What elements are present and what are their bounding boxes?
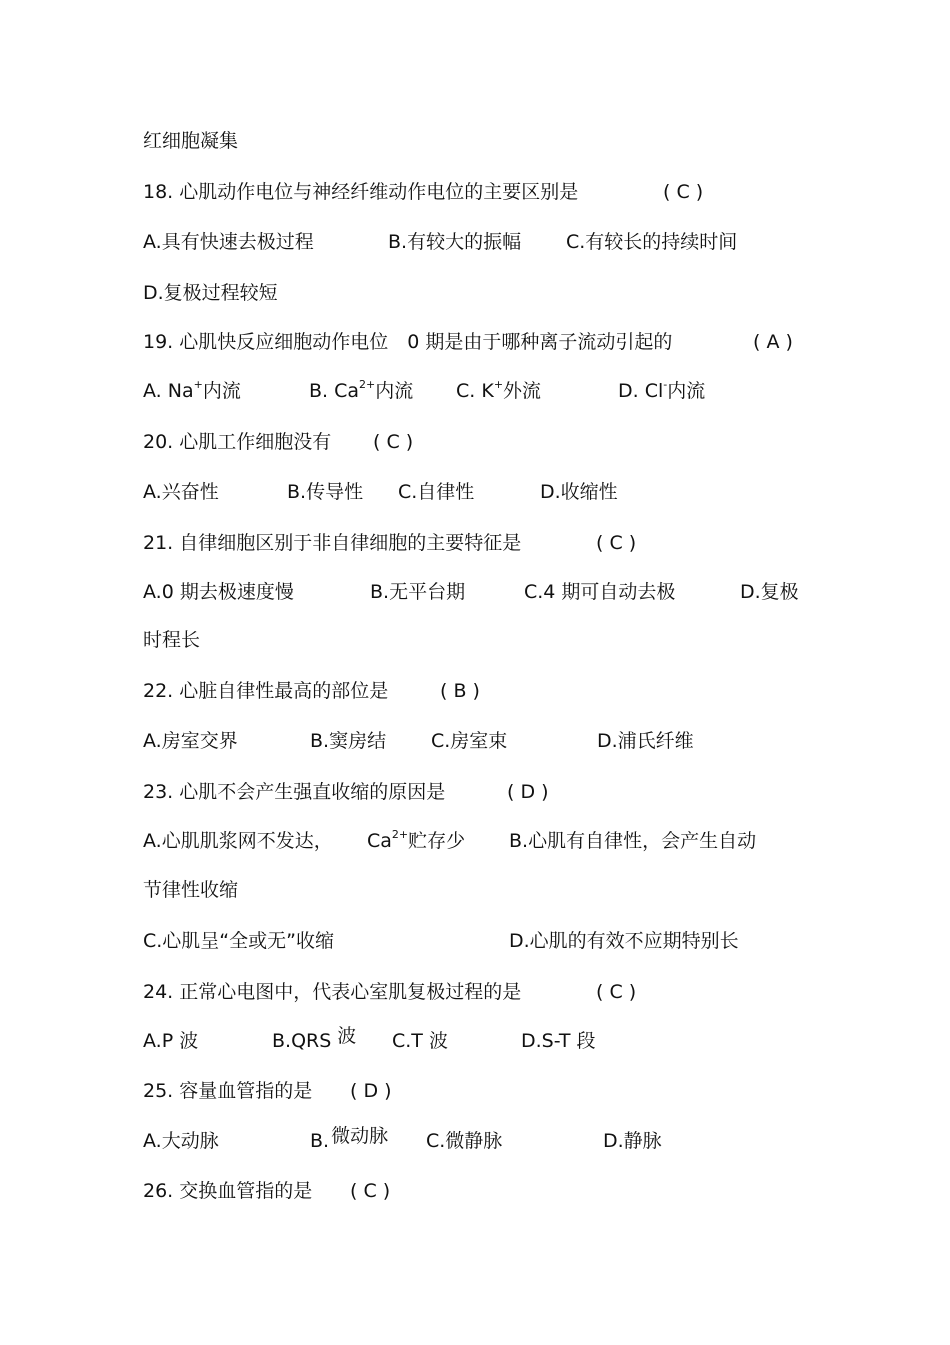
option-18-a: A.具有快速去极过程: [143, 231, 314, 253]
question-25: 25. 容量血管指的是: [143, 1080, 313, 1102]
option-18-d: D.复极过程较短: [143, 282, 278, 304]
answer-24: ( C ): [596, 981, 637, 1003]
option-20-a: A.兴奋性: [143, 481, 219, 503]
option-23-b: B.心肌有自律性，会产生自动: [509, 830, 757, 852]
option-21-d-continued: 时程长: [143, 629, 201, 651]
option-25-d: D.静脉: [603, 1130, 662, 1152]
option-19-a: A. Na+内流: [143, 378, 241, 402]
question-19: 19. 心肌快反应细胞动作电位 0 期是由于哪种离子流动引起的: [143, 331, 673, 353]
option-18-b: B.有较大的振幅: [388, 231, 522, 253]
option-24-b: B.QRS 波: [272, 1025, 357, 1052]
option-23-b-continued: 节律性收缩: [143, 879, 239, 901]
answer-22: ( B ): [440, 680, 480, 702]
option-21-b: B.无平台期: [370, 581, 466, 603]
question-21: 21. 自律细胞区别于非自律细胞的主要特征是: [143, 532, 522, 554]
question-26: 26. 交换血管指的是: [143, 1180, 313, 1202]
answer-25: ( D ): [350, 1080, 392, 1102]
option-20-c: C.自律性: [398, 481, 475, 503]
option-24-d: D.S-T 段: [521, 1030, 596, 1052]
question-20: 20. 心肌工作细胞没有: [143, 431, 332, 453]
answer-26: ( C ): [350, 1180, 391, 1202]
answer-23: ( D ): [507, 781, 549, 803]
option-22-d: D.浦氏纤维: [597, 730, 694, 752]
answer-19: ( A ): [753, 331, 793, 353]
option-25-c: C.微静脉: [426, 1130, 503, 1152]
option-21-c: C.4 期可自动去极: [524, 581, 676, 603]
answer-18: ( C ): [663, 181, 704, 203]
option-19-d: D. Cl-内流: [618, 378, 706, 402]
continuation-line: 红细胞凝集: [143, 130, 239, 152]
question-22: 22. 心脏自律性最高的部位是: [143, 680, 389, 702]
option-22-a: A.房室交界: [143, 730, 238, 752]
option-20-b: B.传导性: [287, 481, 364, 503]
option-18-c: C.有较长的持续时间: [566, 231, 738, 253]
option-23-d: D.心肌的有效不应期特别长: [509, 930, 739, 952]
option-24-a: A.P 波: [143, 1030, 199, 1052]
answer-21: ( C ): [596, 532, 637, 554]
option-19-b: B. $Ca^{2+}$内流: [309, 378, 414, 402]
answer-20: ( C ): [373, 431, 414, 453]
question-18: 18. 心肌动作电位与神经纤维动作电位的主要区别是: [143, 181, 579, 203]
question-24: 24. 正常心电图中，代表心室肌复极过程的是: [143, 981, 522, 1003]
option-23-a-text: A.心肌肌浆网不发达，: [143, 830, 333, 852]
option-19-c: C. K+外流: [456, 378, 542, 402]
option-22-c: C.房室束: [431, 730, 508, 752]
option-20-d: D.收缩性: [540, 481, 618, 503]
option-21-d: D.复极: [740, 581, 799, 603]
option-21-a: A.0 期去极速度慢: [143, 581, 294, 603]
option-25-b: B. 微动脉: [310, 1125, 389, 1152]
option-25-a: A.大动脉: [143, 1130, 219, 1152]
option-24-c: C.T 波: [392, 1030, 448, 1052]
option-23-c: C.心肌呈“全或无”收缩: [143, 930, 334, 952]
option-22-b: B.窦房结: [310, 730, 387, 752]
question-23: 23. 心肌不会产生强直收缩的原因是: [143, 781, 446, 803]
option-23-a-ion: $Ca^{2+}$贮存少: [367, 828, 466, 852]
